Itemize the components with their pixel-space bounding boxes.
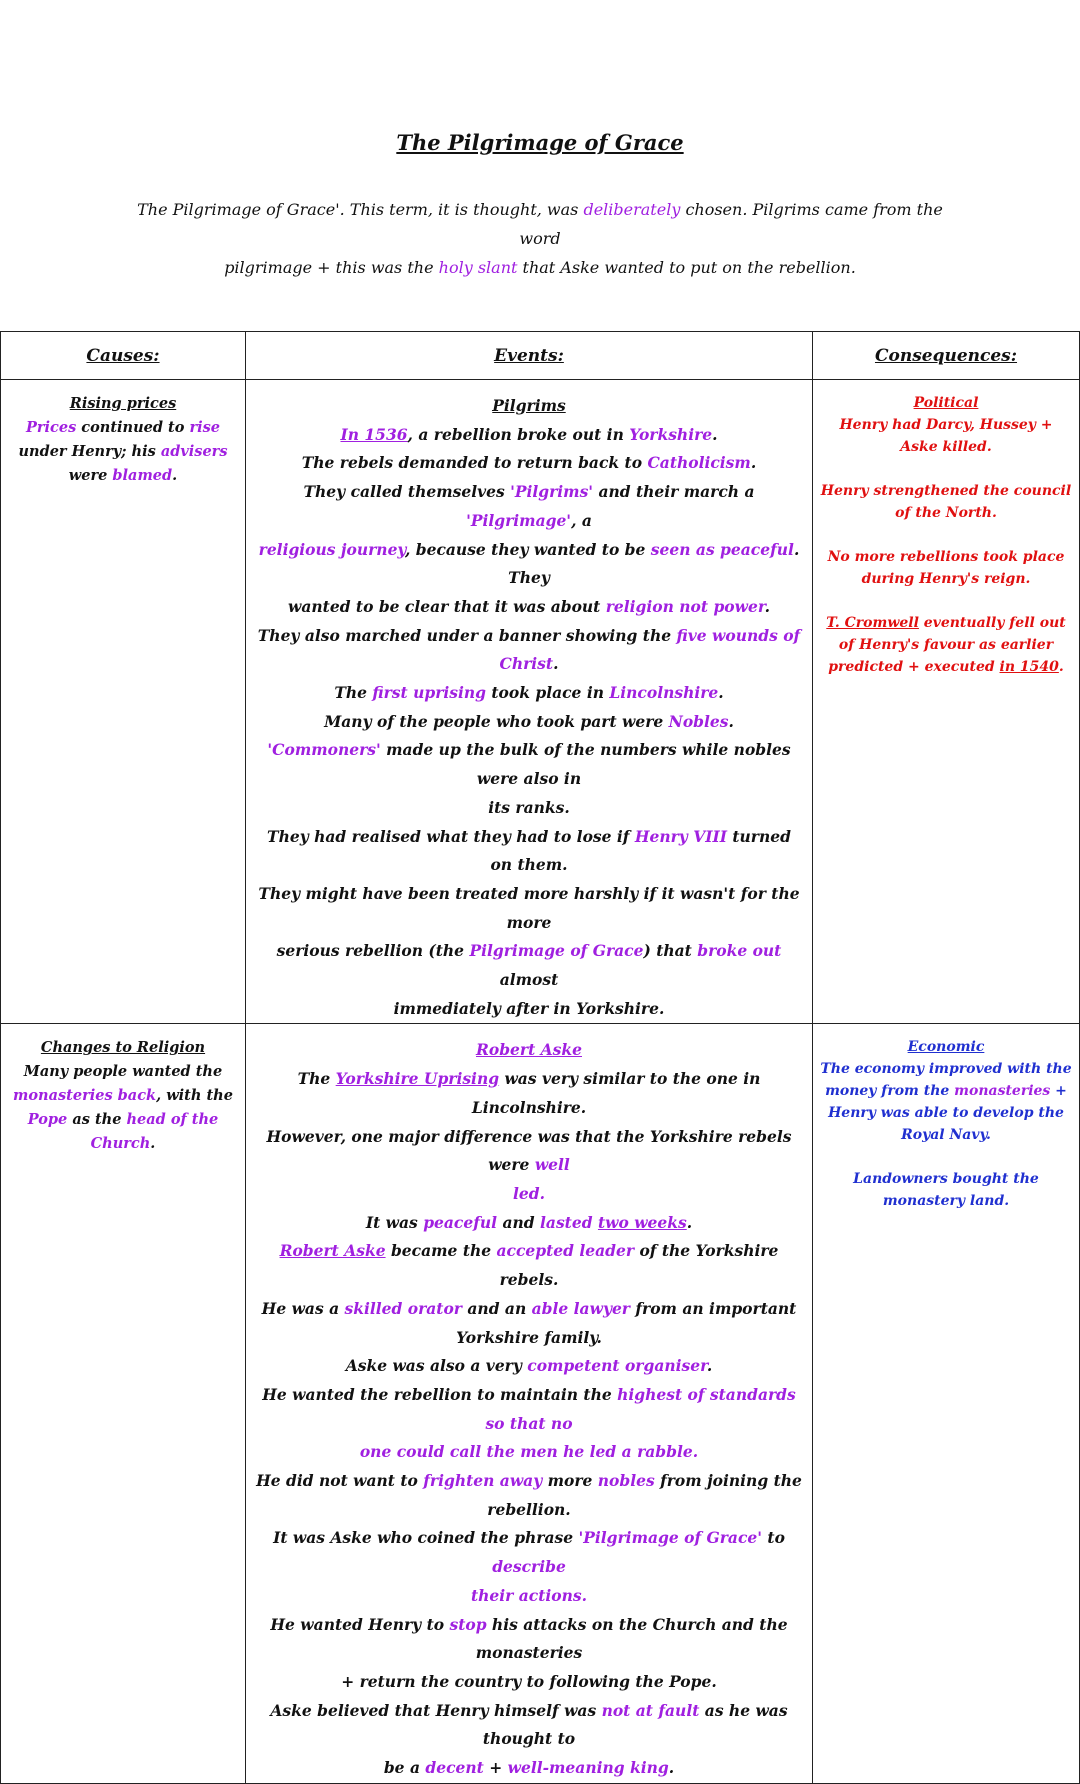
consequences-political: Political Henry had Darcy, Hussey + Aske killed. Henry strengthened the council of the North. No more rebellions took place during Henry's reign. T. Cromwell eventually fell out of Henry's favour as earlier predicted + executed in 1540. <box>813 380 1080 1024</box>
row-robert-aske <box>1 1024 1080 1783</box>
header-events: Events: <box>246 332 813 380</box>
events-heading: Robert Aske <box>476 1040 582 1060</box>
events-heading: Pilgrims <box>492 396 566 415</box>
consequence-heading: Economic <box>907 1039 985 1056</box>
row-pilgrims <box>1 380 1080 1024</box>
consequence-heading: Political <box>913 395 979 411</box>
events-pilgrims: Pilgrims In 1536, a rebellion broke out in Yorkshire. The rebels demanded to return back to Catholicism. They called themselves 'Pilgrims' and their march a 'Pilgrimage', a religious journey, because they wanted to be seen as peaceful. They wanted to be clear that it was about religion not power. They also marched under a banner showing the five wounds of Christ. The first uprising took place in Lincolnshire. Many of the people who took part were Nobles. 'Commoners' made up the bulk of the numbers while nobles were also in its ranks. They had realised what they had to lose if Henry VIII turned on them. They might have been treated more harshly if it wasn't for the more serious rebellion (the Pilgrimage of Grace) that broke out almost immediately after in Yorkshire. <box>246 380 813 1024</box>
header-causes: Causes: <box>1 332 246 380</box>
intro-paragraph <box>120 195 960 282</box>
cause-rising-prices: Rising prices Prices continued to rise under Henry; his advisers were blamed. <box>1 380 246 1024</box>
page-title: The Pilgrimage of Grace <box>396 130 684 155</box>
cause-heading: Rising prices <box>69 395 177 412</box>
cause-religion: Changes to Religion Many people wanted the monasteries back, with the Pope as the head of the Church. <box>1 1024 246 1783</box>
events-robert-aske: Robert Aske The Yorkshire Uprising was very similar to the one in Lincolnshire. However, one major difference was that the Yorkshire rebels were well led. It was peaceful and lasted two weeks. Robert Aske became the accepted leader of the Yorkshire rebels. He was a skilled orator and an able lawyer from an important Yorkshire family. Aske was also a very competent organiser. He wanted the rebellion to maintain the highest of standards so that no one could call the men he led a rabble. He did not want to frighten away more nobles from joining the rebellion. It was Aske who coined the phrase 'Pilgrimage of Grace' to describe their actions. He wanted Henry to stop his attacks on the Church and the monasteries + return the country to following the Pope. Aske believed that Henry himself was not at fault as he was thought to be a decent + well-meaning king. <box>246 1024 813 1783</box>
intro-line-1: The Pilgrimage of Grace'. This term, it is thought, was deliberately chosen. Pilgrims came from the word <box>137 200 943 248</box>
header-row <box>1 332 1080 380</box>
summary-table <box>0 331 1080 1784</box>
consequences-economic: Economic The economy improved with the money from the monasteries + Henry was able to develop the Royal Navy. Landowners bought the monastery land. <box>813 1024 1080 1783</box>
header-consequences: Consequences: <box>813 332 1080 380</box>
intro-line-2: pilgrimage + this was the holy slant that Aske wanted to put on the rebellion. <box>224 258 856 277</box>
cause-heading: Changes to Religion <box>40 1039 206 1057</box>
